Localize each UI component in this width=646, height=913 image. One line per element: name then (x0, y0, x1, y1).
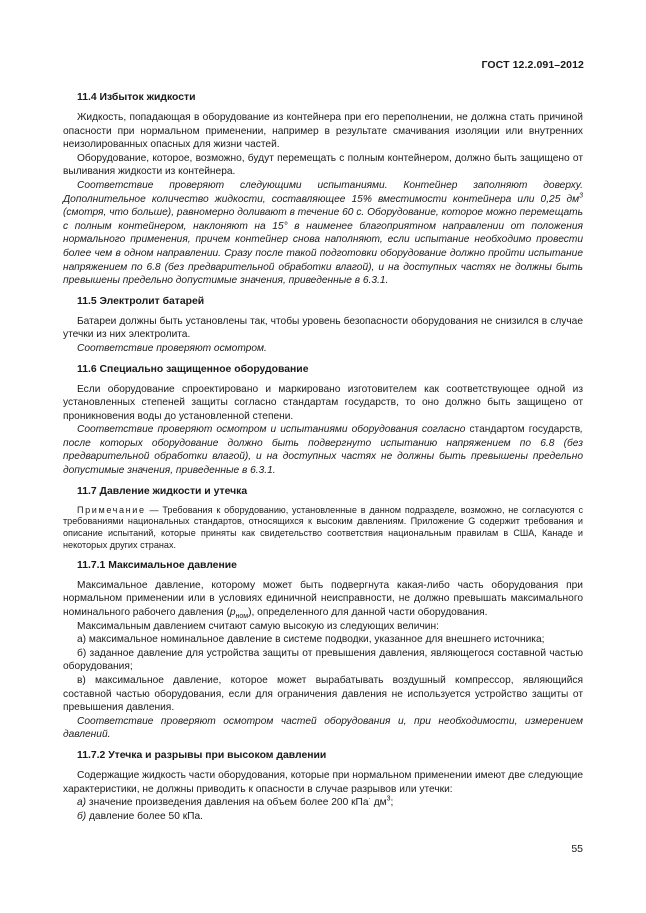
note-label: Примечание (77, 504, 146, 515)
compliance-paragraph: Соответствие проверяют осмотром. (77, 342, 267, 354)
section-heading-11-7-1: 11.7.1 Максимальное давление (77, 559, 237, 571)
paragraph: Жидкость, попадающая в оборудование из контейнера при его переполнении, не должна стать причиной опасности при нормальном применении, например в результате смачивания изоляции или внутренних неизолированных опасных для жизни частей. (63, 112, 583, 151)
text-span: ), определенного для данной части оборудования. (248, 607, 488, 619)
section-heading-11-7-2: 11.7.2 Утечка и разрывы при высоком давлении (77, 749, 327, 761)
text-span: значение произведения давления на объем более 200 кПа (86, 797, 369, 809)
paragraph: Батареи должны быть установлены так, чтобы уровень безопасности оборудования не снизился в случае утечки из них электролита. (63, 315, 583, 341)
text-span: давление более 50 кПа. (86, 810, 203, 822)
list-item: в) максимальное давление, которое может вырабатывать воздушный компрессор, являющийся составной частью оборудования, если для ограничения давления не используется устройство защиты от превышения давления. (63, 675, 583, 714)
text-span: дм (370, 797, 387, 809)
list-item: б) заданное давление для устройства защиты от превышения давления, являющегося составной частью оборудования; (63, 647, 583, 673)
compliance-paragraph (63, 423, 583, 477)
paragraph (63, 579, 583, 620)
superscript: 3 (386, 795, 391, 803)
list-item (63, 796, 583, 810)
text-span: Соответствие проверяют следующими испытаниями. Контейнер заполняют доверху. Дополнительное количество жидкости, составляющее 15% вместимости контейнера или 0,25 дм (63, 179, 583, 205)
text-span: Максимальное давление, которому может быть подвергнута какая-либо часть оборудования при нормальном применении или в условиях единичной неисправности, не должно превышать максимального номинального рабочего давления ( (63, 579, 583, 619)
section-heading-11-5: 11.5 Электролит батарей (77, 295, 205, 307)
item-label: б) (77, 810, 87, 822)
text-span: , после которых оборудование должно быть подвергнуто испытанию напряжением по 6.8 (без предварительной обработки влагой), и на доступных частях не должны быть превышены предельно допустимые значения, приведенные в 6.3.1. (63, 424, 584, 477)
section-heading-11-6: 11.6 Специально защищенное оборудование (77, 363, 309, 375)
section-heading-11-7: 11.7 Давление жидкости и утечка (77, 485, 248, 497)
list-item: а) максимальное номинальное давление в системе подводки, указанное для внешнего источника; (77, 634, 545, 646)
superscript: 3 (579, 192, 583, 200)
standard-header: ГОСТ 12.2.091–2012 (481, 59, 584, 71)
note-text: — Требования к оборудованию, установленные в данном подразделе, возможно, не согласуются с требованиями национальных стандартов, относящихся к высоким давлениям. Приложение G содержит требования и описание испытаний, которые приняты как свидетельство соответствия национальным правилам в США, Канаде и некоторых других странах. (63, 504, 583, 551)
text-span: (смотря, что больше), равномерно доливают в течение 60 с. Оборудование, которое можно перемещать с полным контейнером, наклоняют на 15° в наименее благоприятном направлении от положения нормального применения, причем контейнер снова наполняют, если испытание необходимо провести более чем в одном направлении. Сразу после такой подготовки оборудование должно пройти испытание напряжением по 6.8 (без предварительной обработки влагой), и на доступных частях не должны быть превышены предельно допустимые значения, приведенные в 6.3.1. (63, 207, 583, 287)
compliance-paragraph: Соответствие проверяют осмотром частей оборудования и, при необходимости, измерением давлений. (63, 715, 583, 741)
paragraph: Максимальным давлением считают самую высокую из следующих величин: (77, 620, 439, 632)
paragraph: Если оборудование спроектировано и маркировано изготовителем как соответствующее одной из установленных степеней защиты согласно стандартам государств, то оно должно быть защищено от проникновения воды до установленной степени. (63, 383, 583, 422)
page-number: 55 (571, 843, 583, 855)
item-label: а) (77, 797, 87, 809)
paragraph: Содержащие жидкость части оборудования, которые при нормальном применении имеют две следующие характеристики, не должны приводить к опасности в случае разрывов или утечки: (63, 769, 583, 795)
superscript: · (368, 795, 371, 803)
list-item (63, 810, 583, 824)
note-paragraph (63, 505, 583, 552)
document-body (63, 91, 583, 823)
text-span: ; (390, 797, 394, 809)
compliance-paragraph (63, 179, 583, 288)
paragraph: Оборудование, которое, возможно, будут перемещать с полным контейнером, должно быть защищено от выливания жидкости из контейнера. (63, 152, 583, 178)
subscript: ном (235, 613, 249, 621)
variable: p (229, 607, 236, 619)
text-span: стандартом государств (469, 424, 581, 436)
text-span: Соответствие проверяют осмотром и испытаниями оборудования согласно (77, 424, 470, 436)
section-heading-11-4: 11.4 Избыток жидкости (77, 92, 196, 103)
